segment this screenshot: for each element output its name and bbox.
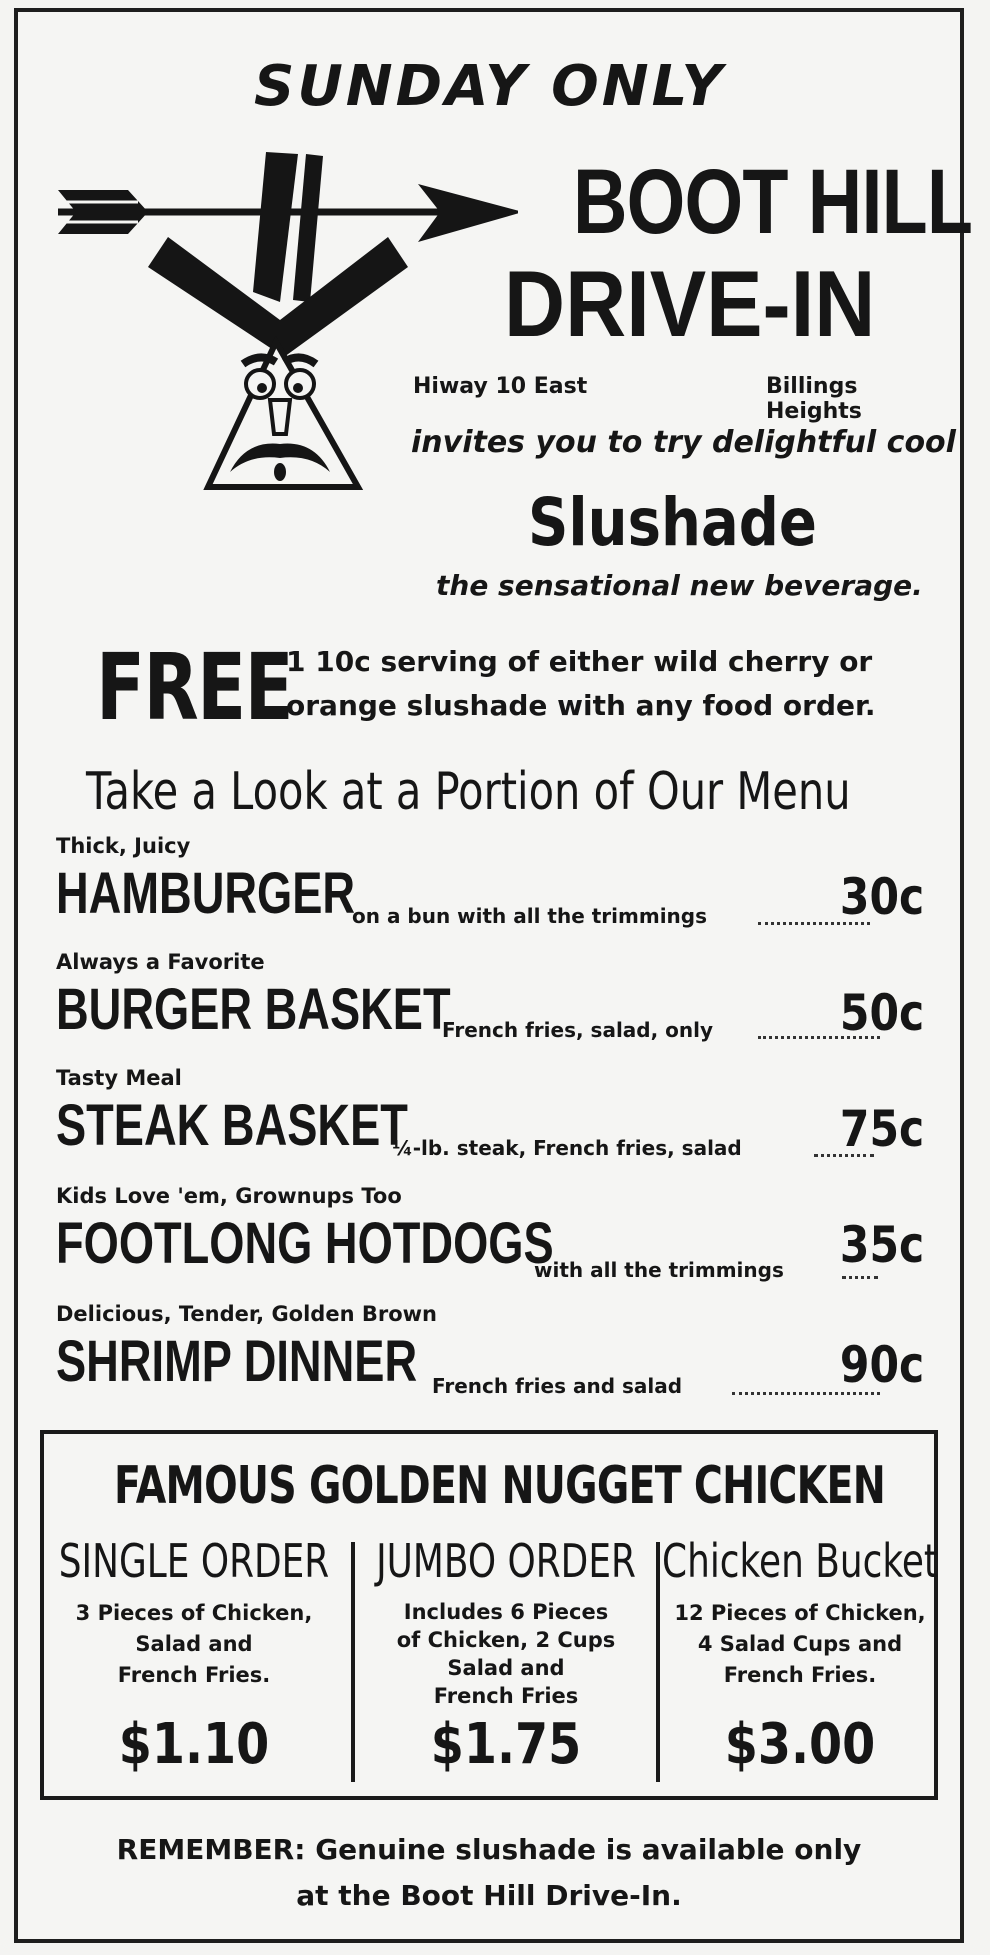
chicken-option-jumbo xyxy=(366,1534,646,1777)
menu-item-price: 30c xyxy=(839,868,924,926)
menu-item-tag: Thick, Juicy xyxy=(56,834,191,858)
invitation-text: invites you to try delightful cool xyxy=(411,425,956,460)
menu-item-price: 50c xyxy=(839,984,924,1042)
desc-line: 3 Pieces of Chicken, xyxy=(75,1601,313,1625)
menu-item-tag: Always a Favorite xyxy=(56,950,265,974)
menu-item-name: STEAK BASKET xyxy=(56,1093,408,1158)
location-area: Billings Heights xyxy=(766,374,862,424)
sunday-only-heading: SUNDAY ONLY xyxy=(254,54,726,119)
desc-line: of Chicken, 2 Cups xyxy=(396,1628,616,1652)
desc-line: French Fries. xyxy=(117,1663,271,1687)
desc-line: Salad and xyxy=(135,1632,253,1656)
free-offer-line1: 1 10c serving of either wild cherry or xyxy=(286,645,873,678)
desc-line: French Fries. xyxy=(723,1663,877,1687)
free-offer-text xyxy=(286,640,875,728)
desc-line: 12 Pieces of Chicken, xyxy=(674,1601,926,1625)
menu-item-desc: French fries, salad, only xyxy=(442,1018,714,1042)
menu-item-price: 35c xyxy=(839,1216,924,1274)
free-heading: FREE xyxy=(96,634,293,741)
menu-item-name: BURGER BASKET xyxy=(56,977,451,1042)
menu-item-desc: on a bun with all the trimmings xyxy=(352,904,708,928)
chicken-option-name: SINGLE ORDER xyxy=(58,1534,330,1588)
menu-item-tag: Tasty Meal xyxy=(56,1066,182,1090)
chicken-option-desc xyxy=(366,1598,646,1710)
chicken-option-desc xyxy=(672,1598,928,1691)
product-name: Slushade xyxy=(528,484,817,561)
free-offer-line2: orange slushade with any food order. xyxy=(286,689,876,722)
menu-item-price: 75c xyxy=(839,1100,924,1158)
product-tagline: the sensational new beverage. xyxy=(436,569,923,602)
drive-in-name-line2: DRIVE-IN xyxy=(504,251,876,356)
footer-reminder xyxy=(18,1827,960,1919)
menu-item-name: HAMBURGER xyxy=(56,861,356,926)
chicken-option-price: $1.75 xyxy=(430,1712,582,1777)
chicken-option-single xyxy=(54,1534,334,1777)
desc-line: Includes 6 Pieces xyxy=(403,1600,609,1624)
chicken-option-price: $3.00 xyxy=(724,1712,876,1777)
menu-item-name: FOOTLONG HOTDOGS xyxy=(56,1211,554,1276)
chicken-box xyxy=(40,1430,938,1800)
chicken-option-bucket xyxy=(662,1534,938,1777)
chicken-option-price: $1.10 xyxy=(118,1712,270,1777)
menu-item-name: SHRIMP DINNER xyxy=(56,1329,418,1394)
menu-item-tag: Delicious, Tender, Golden Brown xyxy=(56,1302,437,1326)
advertisement xyxy=(14,8,973,1943)
desc-line: Salad and xyxy=(447,1656,565,1680)
chicken-option-desc xyxy=(54,1598,334,1691)
leader-dots xyxy=(842,1276,878,1279)
chicken-option-name: JUMBO ORDER xyxy=(376,1534,636,1588)
chicken-option-name: Chicken Bucket xyxy=(662,1534,938,1588)
drive-in-name-line1: BOOT HILL xyxy=(573,151,973,253)
menu-item-desc: French fries and salad xyxy=(432,1374,683,1398)
footer-line2: at the Boot Hill Drive-In. xyxy=(296,1879,682,1912)
menu-item-price: 90c xyxy=(839,1336,924,1394)
chicken-title: FAMOUS GOLDEN NUGGET CHICKEN xyxy=(114,1456,886,1516)
menu-item-desc: with all the trimmings xyxy=(534,1258,784,1282)
menu-heading: Take a Look at a Portion of Our Menu xyxy=(86,762,851,822)
menu-item-tag: Kids Love 'em, Grownups Too xyxy=(56,1184,402,1208)
desc-line: 4 Salad Cups and xyxy=(697,1632,903,1656)
desc-line: French Fries xyxy=(433,1684,579,1708)
location-highway: Hiway 10 East xyxy=(413,374,588,399)
footer-line1: REMEMBER: Genuine slushade is available only xyxy=(116,1833,862,1866)
menu-item-desc: ¼-lb. steak, French fries, salad xyxy=(392,1136,742,1160)
